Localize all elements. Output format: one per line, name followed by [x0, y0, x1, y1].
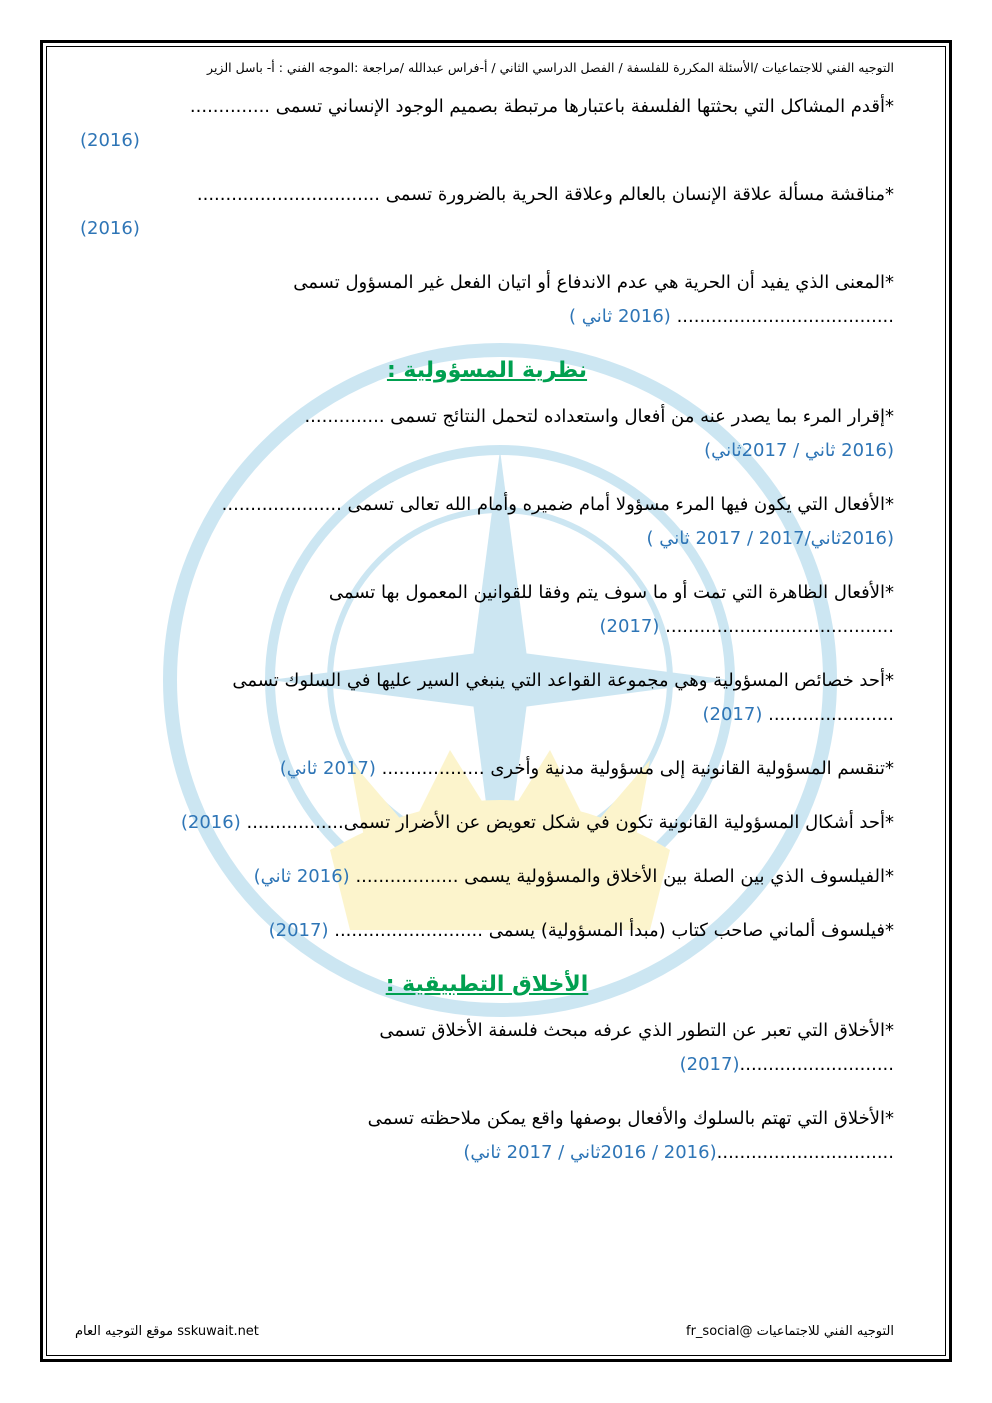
footer-social-handle: التوجيه الفني للاجتماعيات @fr_social [686, 1324, 894, 1339]
question-item [80, 266, 894, 334]
question-item [80, 806, 894, 840]
question-text: *أحد أشكال المسؤولية القانونية تكون في شكل تعويض عن الأضرار تسمى................. [246, 812, 894, 833]
question-year: (2017 ثاني) [279, 758, 376, 779]
question-year: (2016 / 2016ثاني / 2017 ثاني) [463, 1142, 717, 1163]
question-text: *الأخلاق التي تهتم بالسلوك والأفعال بوصفها واقع يمكن ملاحظته تسمى [367, 1108, 894, 1129]
question-item [80, 400, 894, 468]
question-item [80, 664, 894, 732]
section-title-applied-ethics: الأخلاق التطبيقية : [385, 972, 589, 997]
question-year: (2016) [180, 812, 241, 833]
question-text: *الأخلاق التي تعبر عن التطور الذي عرفه مبحث فلسفة الأخلاق تسمى [379, 1020, 894, 1041]
answer-blank: ...................... [768, 704, 894, 725]
question-text: *تنقسم المسؤولية القانونية إلى مسؤولية مدنية وأخرى .................. [381, 758, 894, 779]
question-item [80, 488, 894, 556]
question-year: (2017) [599, 616, 660, 637]
question-item [80, 1014, 894, 1082]
question-item [80, 178, 894, 246]
question-text: *الفيلسوف الذي بين الصلة بين الأخلاق والمسؤولية يسمى .................. [355, 866, 894, 887]
question-text: *المعنى الذي يفيد أن الحرية هي عدم الاندفاع أو اتيان الفعل غير المسؤول تسمى [293, 272, 894, 293]
question-year: (2016 ثاني ) [569, 306, 671, 327]
question-text: *الأفعال الظاهرة التي تمت أو ما سوف يتم وفقا للقوانين المعمول بها تسمى [328, 582, 894, 603]
answer-blank: ........................... [739, 1054, 894, 1075]
question-item [80, 576, 894, 644]
question-text: *أقدم المشاكل التي بحثتها الفلسفة باعتبارها مرتبطة بصميم الوجود الإنساني تسمى .............. [189, 96, 894, 117]
question-item [80, 90, 894, 158]
question-text: *إقرار المرء بما يصدر عنه من أفعال واستعداده لتحمل النتائج تسمى .............. [304, 406, 894, 427]
question-item [80, 1102, 894, 1170]
question-item [80, 752, 894, 786]
question-text: *فيلسوف ألماني صاحب كتاب (مبدأ المسؤولية) يسمى .......................... [334, 920, 894, 941]
question-item [80, 860, 894, 894]
question-text: *أحد خصائص المسؤولية وهي مجموعة القواعد التي ينبغي السير عليها في السلوك تسمى [232, 670, 894, 691]
document-body [80, 90, 894, 1190]
question-item [80, 914, 894, 948]
question-text: *الأفعال التي يكون فيها المرء مسؤولا أمام ضميره وأمام الله تعالى تسمى ..................... [221, 494, 894, 515]
question-year: (2016ثاني/2017 / 2017 ثاني ) [646, 528, 894, 549]
question-year: (2017) [268, 920, 329, 941]
page-header: التوجيه الفني للاجتماعيات /الأسئلة المكررة للفلسفة / الفصل الدراسي الثاني / أ-فراس عبدالله /مراجعة :الموجه الفني : أ- باسل الزير [207, 60, 894, 75]
question-year: (2017) [679, 1054, 740, 1075]
question-text: *مناقشة مسألة علاقة الإنسان بالعالم وعلاقة الحرية بالضرورة تسمى ................................ [196, 184, 894, 205]
question-year: (2017) [702, 704, 763, 725]
answer-blank: ...................................... [676, 306, 894, 327]
question-year: (2016) [80, 218, 140, 239]
footer-website: sskuwait.net موقع التوجيه العام [75, 1324, 259, 1339]
question-year: (2016 ثاني) [253, 866, 350, 887]
question-year: (2016 ثاني / 2017ثاني) [704, 440, 894, 461]
answer-blank: ............................... [716, 1142, 894, 1163]
answer-blank: ........................................ [665, 616, 894, 637]
question-year: (2016) [80, 130, 140, 151]
section-title-responsibility: نظرية المسؤولية : [386, 358, 588, 383]
